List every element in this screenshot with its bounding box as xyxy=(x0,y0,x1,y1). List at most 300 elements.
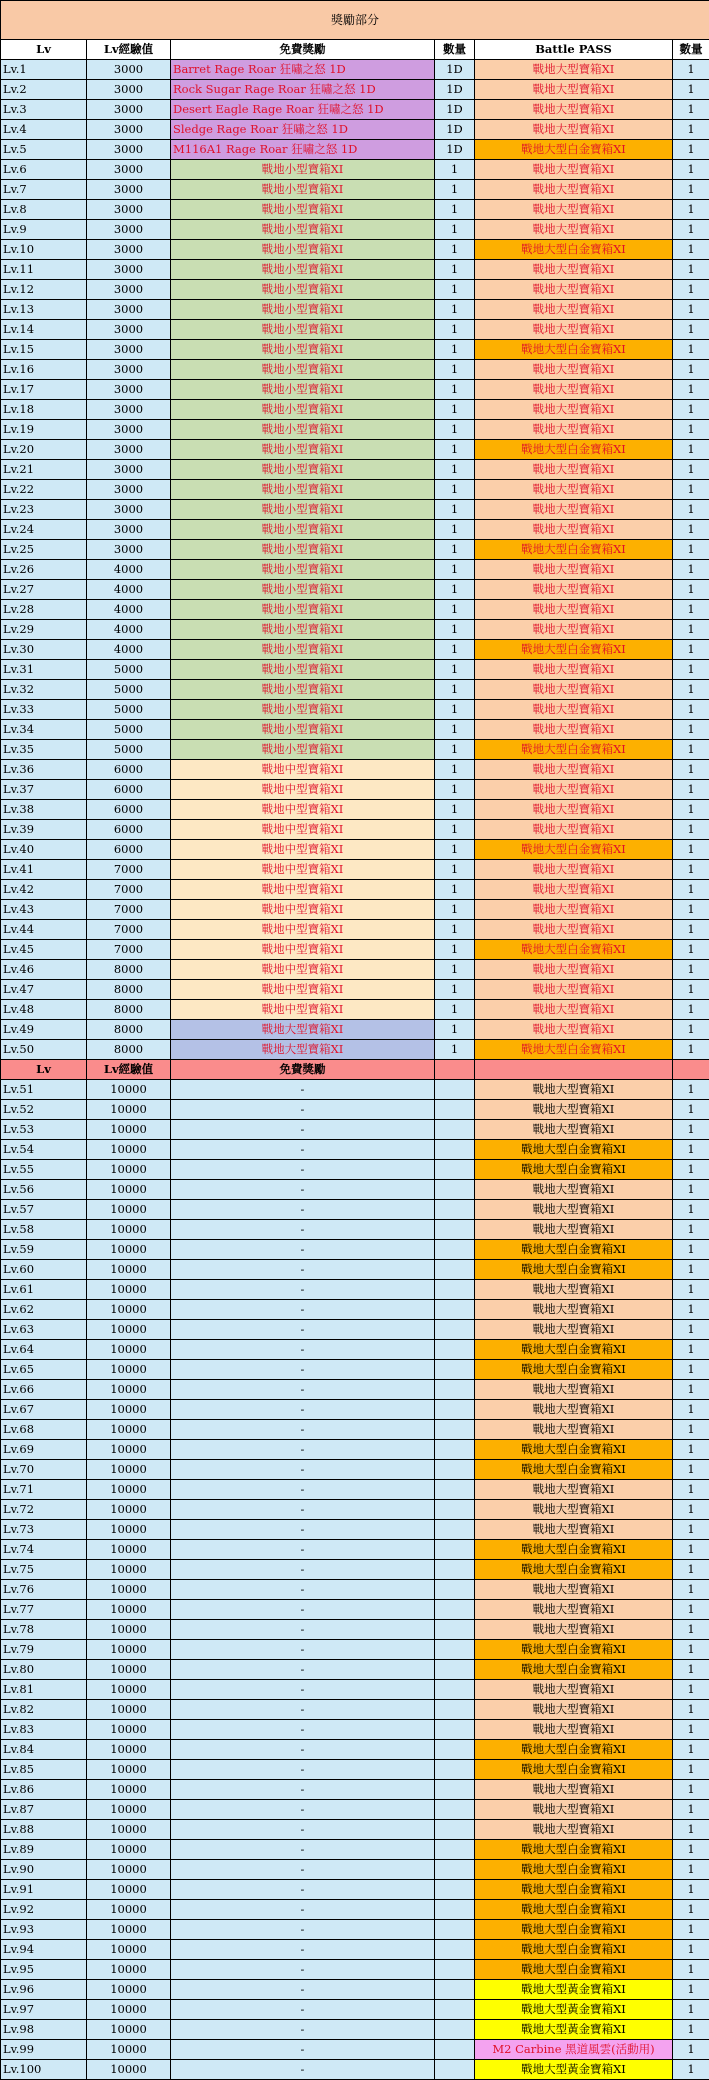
free-reward-cell: - xyxy=(171,1580,435,1600)
level-cell: Lv.10 xyxy=(1,240,87,260)
free-reward-cell: 戰地小型寶箱XI xyxy=(171,380,435,400)
table-row xyxy=(1,1500,709,1520)
header2-empty-bp-qty xyxy=(673,1060,709,1080)
free-reward-cell: 戰地小型寶箱XI xyxy=(171,480,435,500)
free-reward-cell: - xyxy=(171,1400,435,1420)
table-row xyxy=(1,1180,709,1200)
level-cell: Lv.57 xyxy=(1,1200,87,1220)
level-cell: Lv.96 xyxy=(1,1980,87,2000)
bp-qty-cell: 1 xyxy=(673,1700,709,1720)
free-reward-cell: 戰地小型寶箱XI xyxy=(171,260,435,280)
exp-cell: 3000 xyxy=(87,540,171,560)
bp-reward-cell: 戰地大型寶箱XI xyxy=(475,200,673,220)
level-cell: Lv.26 xyxy=(1,560,87,580)
bp-reward-cell: 戰地大型白金寶箱XI xyxy=(475,540,673,560)
free-reward-cell: M116A1 Rage Roar 狂嘯之怒 1D xyxy=(171,140,435,160)
bp-reward-cell: 戰地大型白金寶箱XI xyxy=(475,1340,673,1360)
free-reward-cell: - xyxy=(171,1920,435,1940)
bp-qty-cell: 1 xyxy=(673,140,709,160)
exp-cell: 10000 xyxy=(87,1860,171,1880)
bp-reward-cell: 戰地大型寶箱XI xyxy=(475,1280,673,1300)
bp-reward-cell: 戰地大型寶箱XI xyxy=(475,1480,673,1500)
free-qty-cell xyxy=(435,1760,475,1780)
table-row xyxy=(1,360,709,380)
exp-cell: 3000 xyxy=(87,200,171,220)
exp-cell: 10000 xyxy=(87,1580,171,1600)
exp-cell: 3000 xyxy=(87,420,171,440)
table-row xyxy=(1,220,709,240)
free-qty-cell: 1 xyxy=(435,560,475,580)
bp-qty-cell: 1 xyxy=(673,1480,709,1500)
free-reward-cell: - xyxy=(171,1200,435,1220)
free-qty-cell: 1 xyxy=(435,940,475,960)
bp-qty-cell: 1 xyxy=(673,80,709,100)
exp-cell: 10000 xyxy=(87,1300,171,1320)
bp-reward-cell: 戰地大型寶箱XI xyxy=(475,760,673,780)
level-cell: Lv.11 xyxy=(1,260,87,280)
level-cell: Lv.55 xyxy=(1,1160,87,1180)
bp-reward-cell: 戰地大型寶箱XI xyxy=(475,1720,673,1740)
exp-cell: 10000 xyxy=(87,1820,171,1840)
exp-cell: 8000 xyxy=(87,1020,171,1040)
bp-reward-cell: 戰地大型寶箱XI xyxy=(475,1500,673,1520)
bp-reward-cell: 戰地大型寶箱XI xyxy=(475,1420,673,1440)
free-qty-cell xyxy=(435,1600,475,1620)
exp-cell: 5000 xyxy=(87,680,171,700)
level-cell: Lv.33 xyxy=(1,700,87,720)
bp-reward-cell: 戰地大型寶箱XI xyxy=(475,260,673,280)
bp-reward-cell: 戰地大型寶箱XI xyxy=(475,1200,673,1220)
bp-qty-cell: 1 xyxy=(673,1680,709,1700)
level-cell: Lv.75 xyxy=(1,1560,87,1580)
free-reward-cell: 戰地小型寶箱XI xyxy=(171,580,435,600)
table-row xyxy=(1,2000,709,2020)
level-cell: Lv.54 xyxy=(1,1140,87,1160)
free-qty-cell xyxy=(435,1280,475,1300)
table-row xyxy=(1,1280,709,1300)
bp-reward-cell: 戰地大型寶箱XI xyxy=(475,920,673,940)
exp-cell: 10000 xyxy=(87,1260,171,1280)
free-qty-cell: 1 xyxy=(435,380,475,400)
level-cell: Lv.58 xyxy=(1,1220,87,1240)
bp-qty-cell: 1 xyxy=(673,1160,709,1180)
free-qty-cell: 1D xyxy=(435,100,475,120)
free-qty-cell: 1 xyxy=(435,680,475,700)
bp-reward-cell: 戰地大型寶箱XI xyxy=(475,420,673,440)
table-row xyxy=(1,80,709,100)
bp-reward-cell: 戰地大型寶箱XI xyxy=(475,320,673,340)
table-row xyxy=(1,1320,709,1340)
exp-cell: 7000 xyxy=(87,860,171,880)
free-qty-cell xyxy=(435,1220,475,1240)
free-qty-cell xyxy=(435,1740,475,1760)
free-reward-cell: 戰地小型寶箱XI xyxy=(171,300,435,320)
bp-reward-cell: 戰地大型白金寶箱XI xyxy=(475,1760,673,1780)
table-row xyxy=(1,1980,709,2000)
table-row xyxy=(1,1440,709,1460)
level-cell: Lv.56 xyxy=(1,1180,87,1200)
free-qty-cell: 1 xyxy=(435,860,475,880)
level-cell: Lv.41 xyxy=(1,860,87,880)
free-reward-cell: - xyxy=(171,1140,435,1160)
bp-reward-cell: 戰地大型寶箱XI xyxy=(475,1580,673,1600)
exp-cell: 6000 xyxy=(87,800,171,820)
exp-cell: 6000 xyxy=(87,760,171,780)
bp-reward-cell: 戰地大型寶箱XI xyxy=(475,880,673,900)
bp-qty-cell: 1 xyxy=(673,280,709,300)
bp-reward-cell: 戰地大型寶箱XI xyxy=(475,600,673,620)
exp-cell: 10000 xyxy=(87,1120,171,1140)
free-qty-cell: 1 xyxy=(435,580,475,600)
bp-qty-cell: 1 xyxy=(673,860,709,880)
table-row xyxy=(1,480,709,500)
bp-qty-cell: 1 xyxy=(673,2020,709,2040)
bp-reward-cell: 戰地大型寶箱XI xyxy=(475,300,673,320)
free-reward-cell: - xyxy=(171,1300,435,1320)
level-cell: Lv.34 xyxy=(1,720,87,740)
table-row xyxy=(1,1480,709,1500)
level-cell: Lv.80 xyxy=(1,1660,87,1680)
table-row xyxy=(1,520,709,540)
bp-qty-cell: 1 xyxy=(673,680,709,700)
table-row xyxy=(1,1620,709,1640)
free-reward-cell: 戰地小型寶箱XI xyxy=(171,620,435,640)
table-row xyxy=(1,760,709,780)
free-reward-cell: - xyxy=(171,1240,435,1260)
free-reward-cell: 戰地小型寶箱XI xyxy=(171,160,435,180)
free-reward-cell: - xyxy=(171,1220,435,1240)
table-row xyxy=(1,1540,709,1560)
exp-cell: 3000 xyxy=(87,80,171,100)
level-cell: Lv.61 xyxy=(1,1280,87,1300)
exp-cell: 7000 xyxy=(87,920,171,940)
bp-qty-cell: 1 xyxy=(673,420,709,440)
bp-qty-cell: 1 xyxy=(673,1540,709,1560)
bp-reward-cell: 戰地大型寶箱XI xyxy=(475,1780,673,1800)
table-row xyxy=(1,920,709,940)
table-row xyxy=(1,140,709,160)
bp-qty-cell: 1 xyxy=(673,540,709,560)
level-cell: Lv.36 xyxy=(1,760,87,780)
table-row xyxy=(1,160,709,180)
bp-qty-cell: 1 xyxy=(673,120,709,140)
exp-cell: 3000 xyxy=(87,520,171,540)
exp-cell: 3000 xyxy=(87,180,171,200)
table-row xyxy=(1,840,709,860)
exp-cell: 8000 xyxy=(87,980,171,1000)
level-cell: Lv.32 xyxy=(1,680,87,700)
table-row xyxy=(1,100,709,120)
exp-cell: 7000 xyxy=(87,940,171,960)
exp-cell: 10000 xyxy=(87,1080,171,1100)
bp-reward-cell: 戰地大型寶箱XI xyxy=(475,1680,673,1700)
free-qty-cell xyxy=(435,1980,475,2000)
free-reward-cell: - xyxy=(171,1100,435,1120)
table-row xyxy=(1,740,709,760)
exp-cell: 10000 xyxy=(87,2040,171,2060)
bp-qty-cell: 1 xyxy=(673,1400,709,1420)
bp-reward-cell: 戰地大型寶箱XI xyxy=(475,1700,673,1720)
bp-qty-cell: 1 xyxy=(673,1720,709,1740)
free-qty-cell xyxy=(435,1700,475,1720)
bp-qty-cell: 1 xyxy=(673,900,709,920)
table-row xyxy=(1,400,709,420)
exp-cell: 10000 xyxy=(87,1480,171,1500)
free-reward-cell: - xyxy=(171,1780,435,1800)
bp-qty-cell: 1 xyxy=(673,720,709,740)
exp-cell: 5000 xyxy=(87,700,171,720)
bp-qty-cell: 1 xyxy=(673,1620,709,1640)
bp-qty-cell: 1 xyxy=(673,1120,709,1140)
level-cell: Lv.1 xyxy=(1,60,87,80)
header2-free: 免費獎勵 xyxy=(171,1060,435,1080)
free-qty-cell xyxy=(435,1160,475,1180)
header-lv: Lv xyxy=(1,40,87,60)
free-qty-cell xyxy=(435,1100,475,1120)
level-cell: Lv.81 xyxy=(1,1680,87,1700)
free-qty-cell: 1 xyxy=(435,160,475,180)
table-row xyxy=(1,1860,709,1880)
bp-reward-cell: 戰地大型寶箱XI xyxy=(475,820,673,840)
free-reward-cell: - xyxy=(171,1080,435,1100)
bp-reward-cell: 戰地大型白金寶箱XI xyxy=(475,1540,673,1560)
exp-cell: 7000 xyxy=(87,900,171,920)
level-cell: Lv.30 xyxy=(1,640,87,660)
header-bp: Battle PASS xyxy=(475,40,673,60)
level-cell: Lv.12 xyxy=(1,280,87,300)
exp-cell: 10000 xyxy=(87,1240,171,1260)
bp-qty-cell: 1 xyxy=(673,340,709,360)
free-qty-cell xyxy=(435,1800,475,1820)
exp-cell: 4000 xyxy=(87,600,171,620)
free-reward-cell: 戰地小型寶箱XI xyxy=(171,660,435,680)
level-cell: Lv.46 xyxy=(1,960,87,980)
free-reward-cell: - xyxy=(171,1640,435,1660)
table-row xyxy=(1,580,709,600)
exp-cell: 10000 xyxy=(87,1740,171,1760)
bp-reward-cell: 戰地大型白金寶箱XI xyxy=(475,1560,673,1580)
free-qty-cell: 1 xyxy=(435,820,475,840)
table-row xyxy=(1,440,709,460)
free-qty-cell xyxy=(435,1240,475,1260)
free-reward-cell: - xyxy=(171,1600,435,1620)
bp-qty-cell: 1 xyxy=(673,1420,709,1440)
exp-cell: 6000 xyxy=(87,820,171,840)
bp-qty-cell: 1 xyxy=(673,1520,709,1540)
bp-qty-cell: 1 xyxy=(673,60,709,80)
free-qty-cell xyxy=(435,1620,475,1640)
exp-cell: 3000 xyxy=(87,240,171,260)
bp-qty-cell: 1 xyxy=(673,240,709,260)
bp-reward-cell: 戰地大型寶箱XI xyxy=(475,1520,673,1540)
level-cell: Lv.93 xyxy=(1,1920,87,1940)
bp-reward-cell: 戰地大型白金寶箱XI xyxy=(475,140,673,160)
level-cell: Lv.42 xyxy=(1,880,87,900)
table-row xyxy=(1,240,709,260)
free-qty-cell xyxy=(435,1140,475,1160)
exp-cell: 3000 xyxy=(87,300,171,320)
table-row xyxy=(1,720,709,740)
free-qty-cell: 1 xyxy=(435,460,475,480)
level-cell: Lv.98 xyxy=(1,2020,87,2040)
table-row xyxy=(1,180,709,200)
free-qty-cell xyxy=(435,1840,475,1860)
free-qty-cell xyxy=(435,1440,475,1460)
table-row xyxy=(1,200,709,220)
free-reward-cell: - xyxy=(171,1800,435,1820)
bp-reward-cell: 戰地大型寶箱XI xyxy=(475,560,673,580)
table-row xyxy=(1,1020,709,1040)
free-qty-cell xyxy=(435,1900,475,1920)
bp-reward-cell: 戰地大型寶箱XI xyxy=(475,900,673,920)
free-reward-cell: 戰地中型寶箱XI xyxy=(171,880,435,900)
bp-qty-cell: 1 xyxy=(673,880,709,900)
free-qty-cell: 1 xyxy=(435,180,475,200)
table-row xyxy=(1,460,709,480)
free-reward-cell: 戰地小型寶箱XI xyxy=(171,200,435,220)
table-row xyxy=(1,1120,709,1140)
free-reward-cell: - xyxy=(171,2040,435,2060)
exp-cell: 10000 xyxy=(87,1420,171,1440)
table-row xyxy=(1,2060,709,2080)
free-qty-cell xyxy=(435,1200,475,1220)
exp-cell: 5000 xyxy=(87,720,171,740)
bp-reward-cell: 戰地大型白金寶箱XI xyxy=(475,1240,673,1260)
exp-cell: 10000 xyxy=(87,1980,171,2000)
exp-cell: 10000 xyxy=(87,1600,171,1620)
level-cell: Lv.85 xyxy=(1,1760,87,1780)
exp-cell: 10000 xyxy=(87,1840,171,1860)
table-row xyxy=(1,1960,709,1980)
table-row xyxy=(1,1260,709,1280)
bp-reward-cell: 戰地大型寶箱XI xyxy=(475,160,673,180)
free-qty-cell xyxy=(435,1520,475,1540)
bp-qty-cell: 1 xyxy=(673,2040,709,2060)
free-qty-cell: 1 xyxy=(435,300,475,320)
bp-reward-cell: 戰地大型白金寶箱XI xyxy=(475,740,673,760)
bp-qty-cell: 1 xyxy=(673,380,709,400)
table-row xyxy=(1,1160,709,1180)
table-row xyxy=(1,1200,709,1220)
bp-qty-cell: 1 xyxy=(673,300,709,320)
free-qty-cell xyxy=(435,1580,475,1600)
bp-qty-cell: 1 xyxy=(673,1580,709,1600)
exp-cell: 10000 xyxy=(87,1360,171,1380)
level-cell: Lv.90 xyxy=(1,1860,87,1880)
exp-cell: 8000 xyxy=(87,1040,171,1060)
free-qty-cell: 1 xyxy=(435,220,475,240)
free-reward-cell: Rock Sugar Rage Roar 狂嘯之怒 1D xyxy=(171,80,435,100)
free-qty-cell: 1 xyxy=(435,500,475,520)
bp-qty-cell: 1 xyxy=(673,520,709,540)
bp-reward-cell: 戰地大型白金寶箱XI xyxy=(475,1160,673,1180)
bp-reward-cell: 戰地大型白金寶箱XI xyxy=(475,1960,673,1980)
level-cell: Lv.89 xyxy=(1,1840,87,1860)
table-row xyxy=(1,500,709,520)
free-reward-cell: - xyxy=(171,2000,435,2020)
level-cell: Lv.29 xyxy=(1,620,87,640)
exp-cell: 10000 xyxy=(87,1500,171,1520)
free-qty-cell xyxy=(435,1400,475,1420)
table-row xyxy=(1,1520,709,1540)
free-qty-cell: 1 xyxy=(435,600,475,620)
level-cell: Lv.73 xyxy=(1,1520,87,1540)
free-qty-cell: 1 xyxy=(435,920,475,940)
free-reward-cell: 戰地中型寶箱XI xyxy=(171,900,435,920)
exp-cell: 10000 xyxy=(87,2000,171,2020)
bp-qty-cell: 1 xyxy=(673,1240,709,1260)
bp-reward-cell: 戰地大型寶箱XI xyxy=(475,500,673,520)
table-row xyxy=(1,380,709,400)
level-cell: Lv.99 xyxy=(1,2040,87,2060)
bp-qty-cell: 1 xyxy=(673,1560,709,1580)
table-row xyxy=(1,940,709,960)
free-qty-cell xyxy=(435,1960,475,1980)
exp-cell: 10000 xyxy=(87,1320,171,1340)
bp-reward-cell: 戰地大型白金寶箱XI xyxy=(475,1260,673,1280)
bp-reward-cell: 戰地大型白金寶箱XI xyxy=(475,1360,673,1380)
table-row xyxy=(1,1300,709,1320)
free-reward-cell: 戰地小型寶箱XI xyxy=(171,540,435,560)
level-cell: Lv.60 xyxy=(1,1260,87,1280)
bp-qty-cell: 1 xyxy=(673,1180,709,1200)
free-reward-cell: - xyxy=(171,1680,435,1700)
header-row xyxy=(1,40,709,60)
header-qty: 數量 xyxy=(435,40,475,60)
bp-qty-cell: 1 xyxy=(673,1220,709,1240)
exp-cell: 6000 xyxy=(87,780,171,800)
level-cell: Lv.22 xyxy=(1,480,87,500)
table-row xyxy=(1,1140,709,1160)
bp-qty-cell: 1 xyxy=(673,820,709,840)
table-row xyxy=(1,320,709,340)
free-qty-cell: 1 xyxy=(435,240,475,260)
table-row xyxy=(1,1800,709,1820)
bp-reward-cell: 戰地大型寶箱XI xyxy=(475,60,673,80)
table-row xyxy=(1,1600,709,1620)
table-row xyxy=(1,420,709,440)
free-qty-cell xyxy=(435,1920,475,1940)
level-cell: Lv.79 xyxy=(1,1640,87,1660)
exp-cell: 6000 xyxy=(87,840,171,860)
free-qty-cell xyxy=(435,2020,475,2040)
table-row xyxy=(1,600,709,620)
exp-cell: 10000 xyxy=(87,1620,171,1640)
bp-qty-cell: 1 xyxy=(673,940,709,960)
bp-reward-cell: 戰地大型白金寶箱XI xyxy=(475,1740,673,1760)
bp-reward-cell: 戰地大型寶箱XI xyxy=(475,1820,673,1840)
bp-qty-cell: 1 xyxy=(673,100,709,120)
bp-qty-cell: 1 xyxy=(673,1460,709,1480)
bp-qty-cell: 1 xyxy=(673,760,709,780)
bp-reward-cell: 戰地大型寶箱XI xyxy=(475,180,673,200)
bp-reward-cell: 戰地大型寶箱XI xyxy=(475,860,673,880)
bp-reward-cell: 戰地大型寶箱XI xyxy=(475,1000,673,1020)
free-qty-cell: 1 xyxy=(435,1020,475,1040)
level-cell: Lv.62 xyxy=(1,1300,87,1320)
bp-reward-cell: 戰地大型寶箱XI xyxy=(475,800,673,820)
bp-reward-cell: 戰地大型寶箱XI xyxy=(475,700,673,720)
exp-cell: 3000 xyxy=(87,360,171,380)
free-reward-cell: 戰地小型寶箱XI xyxy=(171,320,435,340)
free-reward-cell: 戰地小型寶箱XI xyxy=(171,440,435,460)
level-cell: Lv.53 xyxy=(1,1120,87,1140)
bp-reward-cell: 戰地大型寶箱XI xyxy=(475,1380,673,1400)
table-row xyxy=(1,120,709,140)
level-cell: Lv.48 xyxy=(1,1000,87,1020)
table-row xyxy=(1,1680,709,1700)
free-qty-cell: 1 xyxy=(435,760,475,780)
